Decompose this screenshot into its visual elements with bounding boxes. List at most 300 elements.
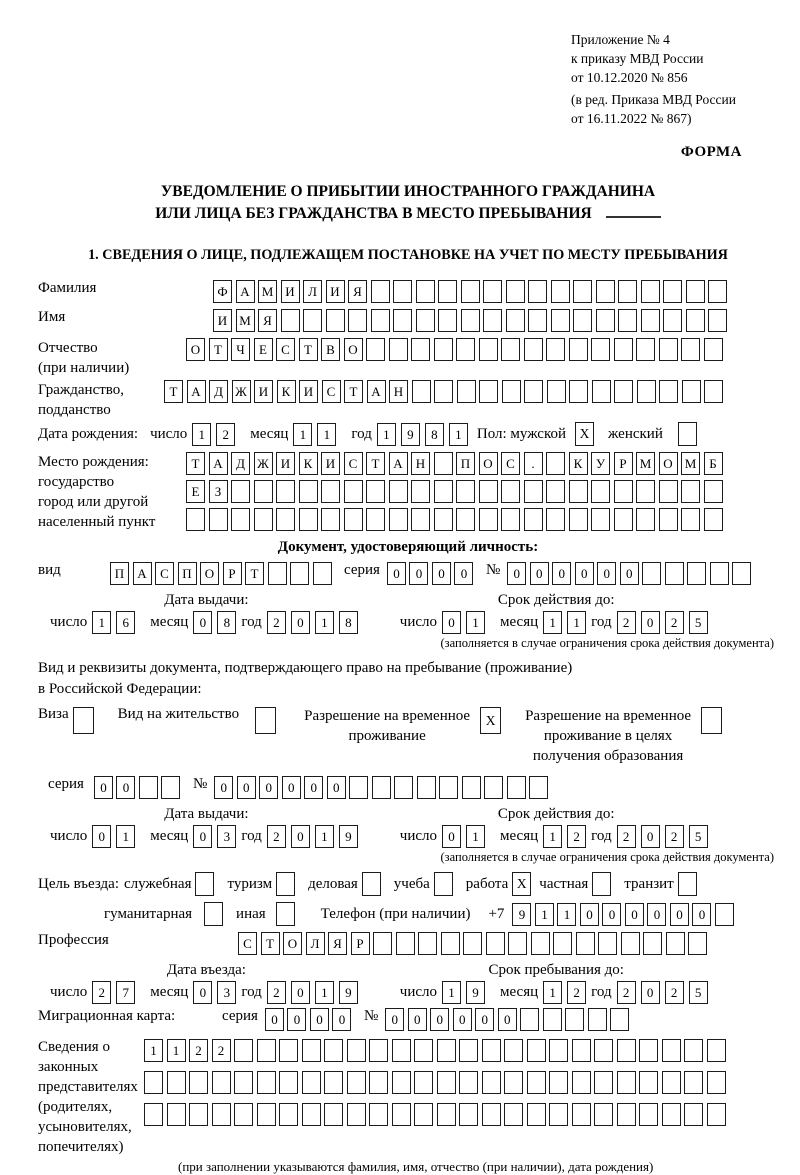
char-cell[interactable]: [439, 776, 458, 799]
char-cell[interactable]: [704, 480, 723, 503]
char-cell[interactable]: О: [659, 452, 678, 475]
char-cell[interactable]: [167, 1103, 186, 1126]
char-cell[interactable]: [344, 508, 363, 531]
char-cell[interactable]: [461, 309, 480, 332]
char-cell[interactable]: [501, 338, 520, 361]
edu-permit-checkbox[interactable]: [701, 707, 722, 734]
char-cell[interactable]: Н: [411, 452, 430, 475]
char-cell[interactable]: [234, 1039, 253, 1062]
char-cell[interactable]: Ж: [254, 452, 273, 475]
char-cell[interactable]: А: [367, 380, 386, 403]
char-cell[interactable]: Т: [186, 452, 205, 475]
char-cell[interactable]: [302, 1103, 321, 1126]
char-cell[interactable]: 2: [92, 981, 111, 1004]
char-cell[interactable]: 0: [291, 611, 310, 634]
char-cell[interactable]: 5: [689, 611, 708, 634]
char-cell[interactable]: [437, 1071, 456, 1094]
char-cell[interactable]: 0: [442, 825, 461, 848]
char-cell[interactable]: Е: [186, 480, 205, 503]
char-cell[interactable]: [639, 1103, 658, 1126]
char-cell[interactable]: [349, 776, 368, 799]
char-cell[interactable]: [546, 480, 565, 503]
char-cell[interactable]: С: [344, 452, 363, 475]
char-cell[interactable]: [551, 280, 570, 303]
char-cell[interactable]: [591, 508, 610, 531]
char-cell[interactable]: [592, 380, 611, 403]
char-cell[interactable]: [549, 1071, 568, 1094]
char-cell[interactable]: [684, 1103, 703, 1126]
char-cell[interactable]: 1: [317, 423, 336, 446]
char-cell[interactable]: 0: [94, 776, 113, 799]
char-cell[interactable]: [281, 309, 300, 332]
char-cell[interactable]: 2: [617, 825, 636, 848]
char-cell[interactable]: 2: [617, 611, 636, 634]
char-cell[interactable]: 2: [267, 611, 286, 634]
char-cell[interactable]: 0: [193, 981, 212, 1004]
char-cell[interactable]: [438, 280, 457, 303]
char-cell[interactable]: [527, 1039, 546, 1062]
char-cell[interactable]: 1: [315, 825, 334, 848]
char-cell[interactable]: 0: [332, 1008, 351, 1031]
char-cell[interactable]: 2: [267, 981, 286, 1004]
char-cell[interactable]: [389, 508, 408, 531]
char-cell[interactable]: [479, 508, 498, 531]
char-cell[interactable]: [434, 338, 453, 361]
char-cell[interactable]: 0: [291, 981, 310, 1004]
char-cell[interactable]: [681, 480, 700, 503]
char-cell[interactable]: [688, 932, 707, 955]
char-cell[interactable]: 0: [193, 825, 212, 848]
char-cell[interactable]: [708, 280, 727, 303]
char-cell[interactable]: [414, 1039, 433, 1062]
char-cell[interactable]: [373, 932, 392, 955]
char-cell[interactable]: 0: [304, 776, 323, 799]
char-cell[interactable]: [411, 508, 430, 531]
char-cell[interactable]: Т: [245, 562, 264, 585]
char-cell[interactable]: [276, 508, 295, 531]
char-cell[interactable]: И: [321, 452, 340, 475]
char-cell[interactable]: 5: [689, 825, 708, 848]
char-cell[interactable]: А: [209, 452, 228, 475]
char-cell[interactable]: [576, 932, 595, 955]
char-cell[interactable]: [369, 1071, 388, 1094]
char-cell[interactable]: [392, 1039, 411, 1062]
char-cell[interactable]: 1: [466, 611, 485, 634]
char-cell[interactable]: Ч: [231, 338, 250, 361]
char-cell[interactable]: [617, 1039, 636, 1062]
char-cell[interactable]: [591, 338, 610, 361]
char-cell[interactable]: [524, 508, 543, 531]
char-cell[interactable]: [569, 480, 588, 503]
char-cell[interactable]: [524, 480, 543, 503]
char-cell[interactable]: [369, 1103, 388, 1126]
char-cell[interactable]: 0: [453, 1008, 472, 1031]
char-cell[interactable]: [528, 280, 547, 303]
char-cell[interactable]: [299, 480, 318, 503]
char-cell[interactable]: [681, 338, 700, 361]
char-cell[interactable]: [479, 380, 498, 403]
char-cell[interactable]: Ж: [232, 380, 251, 403]
char-cell[interactable]: 1: [92, 611, 111, 634]
char-cell[interactable]: [348, 309, 367, 332]
char-cell[interactable]: 0: [408, 1008, 427, 1031]
char-cell[interactable]: 0: [442, 611, 461, 634]
char-cell[interactable]: 0: [387, 562, 406, 585]
char-cell[interactable]: 0: [259, 776, 278, 799]
char-cell[interactable]: [438, 309, 457, 332]
char-cell[interactable]: [573, 309, 592, 332]
char-cell[interactable]: [482, 1039, 501, 1062]
char-cell[interactable]: [732, 562, 751, 585]
char-cell[interactable]: 0: [580, 903, 599, 926]
char-cell[interactable]: [457, 380, 476, 403]
char-cell[interactable]: 0: [552, 562, 571, 585]
char-cell[interactable]: [324, 1103, 343, 1126]
char-cell[interactable]: [324, 1071, 343, 1094]
char-cell[interactable]: 1: [442, 981, 461, 1004]
char-cell[interactable]: [371, 309, 390, 332]
char-cell[interactable]: П: [178, 562, 197, 585]
char-cell[interactable]: 0: [327, 776, 346, 799]
char-cell[interactable]: [569, 380, 588, 403]
char-cell[interactable]: [324, 1039, 343, 1062]
char-cell[interactable]: [502, 380, 521, 403]
char-cell[interactable]: [549, 1103, 568, 1126]
char-cell[interactable]: 0: [597, 562, 616, 585]
char-cell[interactable]: [520, 1008, 539, 1031]
char-cell[interactable]: [414, 1071, 433, 1094]
char-cell[interactable]: [299, 508, 318, 531]
char-cell[interactable]: К: [277, 380, 296, 403]
sex-female-checkbox[interactable]: [678, 422, 697, 446]
char-cell[interactable]: [666, 932, 685, 955]
char-cell[interactable]: 1: [377, 423, 396, 446]
char-cell[interactable]: [268, 562, 287, 585]
char-cell[interactable]: 9: [512, 903, 531, 926]
char-cell[interactable]: У: [591, 452, 610, 475]
char-cell[interactable]: [682, 380, 701, 403]
char-cell[interactable]: [302, 1039, 321, 1062]
char-cell[interactable]: 8: [339, 611, 358, 634]
char-cell[interactable]: [371, 280, 390, 303]
char-cell[interactable]: [459, 1103, 478, 1126]
char-cell[interactable]: [504, 1103, 523, 1126]
char-cell[interactable]: 1: [535, 903, 554, 926]
char-cell[interactable]: [372, 776, 391, 799]
char-cell[interactable]: [614, 480, 633, 503]
char-cell[interactable]: [553, 932, 572, 955]
char-cell[interactable]: 2: [216, 423, 235, 446]
char-cell[interactable]: [321, 480, 340, 503]
purpose-other-checkbox[interactable]: [276, 902, 295, 926]
char-cell[interactable]: 0: [602, 903, 621, 926]
char-cell[interactable]: [366, 338, 385, 361]
char-cell[interactable]: [546, 452, 565, 475]
char-cell[interactable]: [257, 1039, 276, 1062]
char-cell[interactable]: [659, 480, 678, 503]
char-cell[interactable]: [459, 1039, 478, 1062]
purpose-business-checkbox[interactable]: [362, 872, 381, 896]
char-cell[interactable]: [167, 1071, 186, 1094]
char-cell[interactable]: [639, 1039, 658, 1062]
char-cell[interactable]: 0: [530, 562, 549, 585]
char-cell[interactable]: 0: [692, 903, 711, 926]
char-cell[interactable]: [708, 309, 727, 332]
char-cell[interactable]: [189, 1071, 208, 1094]
char-cell[interactable]: [684, 1071, 703, 1094]
char-cell[interactable]: [279, 1103, 298, 1126]
char-cell[interactable]: 3: [217, 825, 236, 848]
char-cell[interactable]: [456, 338, 475, 361]
char-cell[interactable]: [662, 1039, 681, 1062]
char-cell[interactable]: Я: [348, 280, 367, 303]
char-cell[interactable]: [441, 932, 460, 955]
char-cell[interactable]: [686, 309, 705, 332]
char-cell[interactable]: 0: [620, 562, 639, 585]
char-cell[interactable]: Т: [299, 338, 318, 361]
char-cell[interactable]: 1: [543, 825, 562, 848]
char-cell[interactable]: С: [276, 338, 295, 361]
char-cell[interactable]: 0: [641, 825, 660, 848]
char-cell[interactable]: [663, 280, 682, 303]
char-cell[interactable]: 0: [287, 1008, 306, 1031]
char-cell[interactable]: Б: [704, 452, 723, 475]
char-cell[interactable]: [139, 776, 158, 799]
char-cell[interactable]: [414, 1103, 433, 1126]
char-cell[interactable]: [212, 1103, 231, 1126]
char-cell[interactable]: [508, 932, 527, 955]
char-cell[interactable]: [594, 1103, 613, 1126]
char-cell[interactable]: 0: [237, 776, 256, 799]
char-cell[interactable]: [186, 508, 205, 531]
char-cell[interactable]: 1: [449, 423, 468, 446]
char-cell[interactable]: [546, 338, 565, 361]
char-cell[interactable]: Р: [351, 932, 370, 955]
char-cell[interactable]: [618, 280, 637, 303]
char-cell[interactable]: [506, 280, 525, 303]
char-cell[interactable]: Я: [258, 309, 277, 332]
char-cell[interactable]: [234, 1071, 253, 1094]
char-cell[interactable]: 8: [217, 611, 236, 634]
char-cell[interactable]: 0: [498, 1008, 517, 1031]
char-cell[interactable]: [396, 932, 415, 955]
char-cell[interactable]: [366, 508, 385, 531]
char-cell[interactable]: [572, 1103, 591, 1126]
char-cell[interactable]: [572, 1071, 591, 1094]
char-cell[interactable]: [144, 1103, 163, 1126]
char-cell[interactable]: [659, 338, 678, 361]
char-cell[interactable]: [637, 380, 656, 403]
char-cell[interactable]: 0: [409, 562, 428, 585]
char-cell[interactable]: [659, 380, 678, 403]
char-cell[interactable]: М: [636, 452, 655, 475]
char-cell[interactable]: [347, 1071, 366, 1094]
char-cell[interactable]: 9: [339, 981, 358, 1004]
char-cell[interactable]: [573, 280, 592, 303]
char-cell[interactable]: В: [321, 338, 340, 361]
purpose-work-checkbox[interactable]: X: [512, 872, 531, 896]
char-cell[interactable]: [394, 776, 413, 799]
purpose-transit-checkbox[interactable]: [678, 872, 697, 896]
char-cell[interactable]: [347, 1103, 366, 1126]
char-cell[interactable]: Т: [164, 380, 183, 403]
char-cell[interactable]: [617, 1071, 636, 1094]
char-cell[interactable]: 1: [144, 1039, 163, 1062]
purpose-official-checkbox[interactable]: [195, 872, 214, 896]
char-cell[interactable]: .: [524, 452, 543, 475]
purpose-humanitarian-checkbox[interactable]: [204, 902, 223, 926]
char-cell[interactable]: И: [299, 380, 318, 403]
char-cell[interactable]: [290, 562, 309, 585]
char-cell[interactable]: [231, 480, 250, 503]
char-cell[interactable]: 1: [293, 423, 312, 446]
char-cell[interactable]: [456, 508, 475, 531]
char-cell[interactable]: [418, 932, 437, 955]
char-cell[interactable]: 0: [430, 1008, 449, 1031]
char-cell[interactable]: [643, 932, 662, 955]
char-cell[interactable]: [344, 480, 363, 503]
char-cell[interactable]: 9: [466, 981, 485, 1004]
char-cell[interactable]: Т: [344, 380, 363, 403]
char-cell[interactable]: Т: [366, 452, 385, 475]
char-cell[interactable]: [234, 1103, 253, 1126]
char-cell[interactable]: Л: [306, 932, 325, 955]
char-cell[interactable]: [279, 1039, 298, 1062]
char-cell[interactable]: О: [186, 338, 205, 361]
char-cell[interactable]: [501, 508, 520, 531]
char-cell[interactable]: [366, 480, 385, 503]
char-cell[interactable]: 0: [647, 903, 666, 926]
char-cell[interactable]: [636, 508, 655, 531]
char-cell[interactable]: [524, 338, 543, 361]
char-cell[interactable]: И: [254, 380, 273, 403]
char-cell[interactable]: 1: [543, 611, 562, 634]
char-cell[interactable]: 0: [641, 981, 660, 1004]
char-cell[interactable]: [665, 562, 684, 585]
char-cell[interactable]: М: [681, 452, 700, 475]
char-cell[interactable]: [482, 1103, 501, 1126]
char-cell[interactable]: [437, 1039, 456, 1062]
char-cell[interactable]: [704, 508, 723, 531]
char-cell[interactable]: [610, 1008, 629, 1031]
char-cell[interactable]: [462, 776, 481, 799]
char-cell[interactable]: [527, 1071, 546, 1094]
char-cell[interactable]: 0: [507, 562, 526, 585]
char-cell[interactable]: Р: [223, 562, 242, 585]
char-cell[interactable]: [279, 1071, 298, 1094]
char-cell[interactable]: [572, 1039, 591, 1062]
char-cell[interactable]: Л: [303, 280, 322, 303]
char-cell[interactable]: [551, 309, 570, 332]
char-cell[interactable]: И: [276, 452, 295, 475]
char-cell[interactable]: [254, 508, 273, 531]
char-cell[interactable]: [662, 1103, 681, 1126]
char-cell[interactable]: [504, 1071, 523, 1094]
char-cell[interactable]: [636, 480, 655, 503]
char-cell[interactable]: [347, 1039, 366, 1062]
char-cell[interactable]: О: [200, 562, 219, 585]
char-cell[interactable]: [434, 480, 453, 503]
char-cell[interactable]: [393, 280, 412, 303]
char-cell[interactable]: З: [209, 480, 228, 503]
char-cell[interactable]: 1: [116, 825, 135, 848]
char-cell[interactable]: [144, 1071, 163, 1094]
sex-male-checkbox[interactable]: X: [575, 422, 594, 446]
char-cell[interactable]: А: [133, 562, 152, 585]
char-cell[interactable]: [621, 932, 640, 955]
char-cell[interactable]: 1: [192, 423, 211, 446]
char-cell[interactable]: [504, 1039, 523, 1062]
char-cell[interactable]: Я: [328, 932, 347, 955]
char-cell[interactable]: [547, 380, 566, 403]
purpose-tourism-checkbox[interactable]: [276, 872, 295, 896]
char-cell[interactable]: [479, 338, 498, 361]
char-cell[interactable]: А: [187, 380, 206, 403]
char-cell[interactable]: [704, 338, 723, 361]
char-cell[interactable]: 0: [193, 611, 212, 634]
char-cell[interactable]: 0: [282, 776, 301, 799]
char-cell[interactable]: [598, 932, 617, 955]
char-cell[interactable]: [416, 280, 435, 303]
char-cell[interactable]: [411, 338, 430, 361]
char-cell[interactable]: [479, 480, 498, 503]
char-cell[interactable]: [486, 932, 505, 955]
char-cell[interactable]: С: [501, 452, 520, 475]
char-cell[interactable]: [565, 1008, 584, 1031]
char-cell[interactable]: 2: [189, 1039, 208, 1062]
char-cell[interactable]: 0: [291, 825, 310, 848]
char-cell[interactable]: [639, 1071, 658, 1094]
char-cell[interactable]: [161, 776, 180, 799]
char-cell[interactable]: 2: [665, 611, 684, 634]
char-cell[interactable]: [687, 562, 706, 585]
char-cell[interactable]: [507, 776, 526, 799]
char-cell[interactable]: 0: [432, 562, 451, 585]
char-cell[interactable]: 0: [670, 903, 689, 926]
char-cell[interactable]: Д: [231, 452, 250, 475]
char-cell[interactable]: [618, 309, 637, 332]
char-cell[interactable]: [614, 380, 633, 403]
char-cell[interactable]: [524, 380, 543, 403]
char-cell[interactable]: С: [238, 932, 257, 955]
char-cell[interactable]: 0: [265, 1008, 284, 1031]
char-cell[interactable]: [417, 776, 436, 799]
char-cell[interactable]: А: [236, 280, 255, 303]
char-cell[interactable]: [596, 280, 615, 303]
char-cell[interactable]: Д: [209, 380, 228, 403]
char-cell[interactable]: 2: [212, 1039, 231, 1062]
char-cell[interactable]: И: [326, 280, 345, 303]
char-cell[interactable]: [482, 1071, 501, 1094]
char-cell[interactable]: [594, 1039, 613, 1062]
char-cell[interactable]: С: [322, 380, 341, 403]
char-cell[interactable]: 5: [689, 981, 708, 1004]
char-cell[interactable]: [569, 508, 588, 531]
char-cell[interactable]: 1: [167, 1039, 186, 1062]
char-cell[interactable]: Н: [389, 380, 408, 403]
char-cell[interactable]: 7: [116, 981, 135, 1004]
char-cell[interactable]: [434, 452, 453, 475]
char-cell[interactable]: [437, 1103, 456, 1126]
char-cell[interactable]: [416, 309, 435, 332]
char-cell[interactable]: [641, 309, 660, 332]
char-cell[interactable]: [483, 280, 502, 303]
char-cell[interactable]: П: [110, 562, 129, 585]
char-cell[interactable]: [662, 1071, 681, 1094]
char-cell[interactable]: [546, 508, 565, 531]
char-cell[interactable]: [303, 309, 322, 332]
char-cell[interactable]: [321, 508, 340, 531]
